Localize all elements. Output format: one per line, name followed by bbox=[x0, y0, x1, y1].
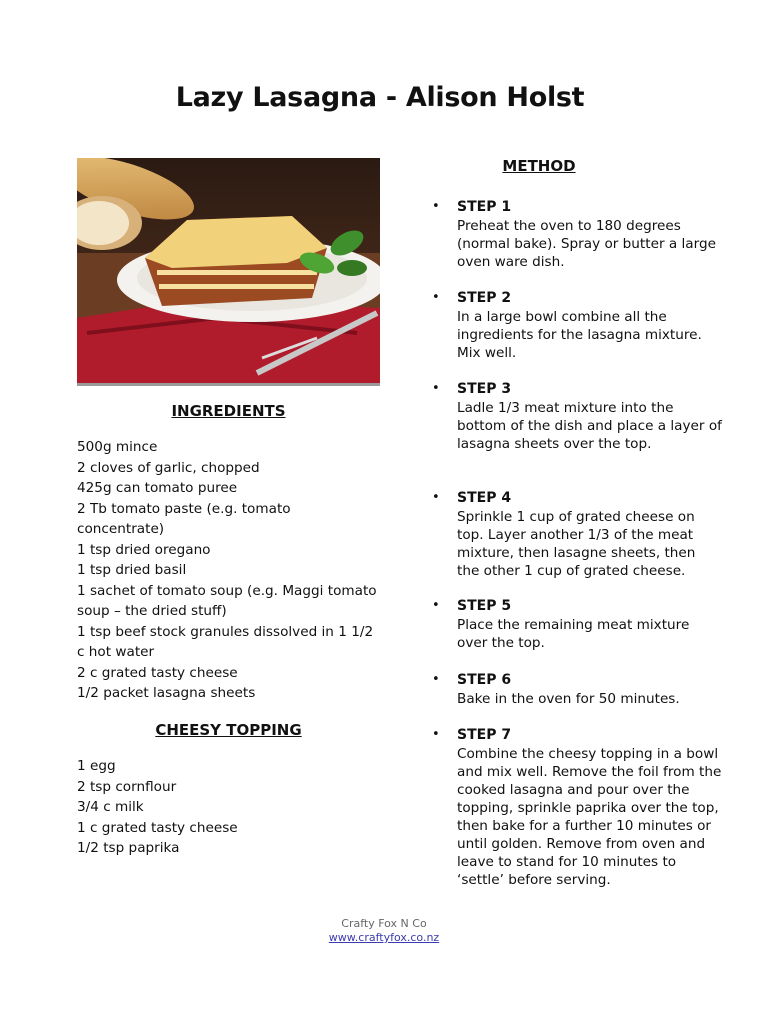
topping-heading: CHEESY TOPPING bbox=[155, 721, 302, 739]
step-text: Preheat the oven to 180 degrees (normal bake). Spray or butter a large oven ware dish. bbox=[457, 218, 716, 270]
step-text: In a large bowl combine all the ingredients for the lasagna mixture. Mix well. bbox=[457, 309, 702, 361]
ingredients-heading: INGREDIENTS bbox=[171, 402, 286, 420]
method-step-2 bbox=[432, 289, 722, 362]
step-title: STEP 7 bbox=[457, 727, 512, 743]
step-title: STEP 6 bbox=[457, 672, 512, 688]
bullet-icon: • bbox=[432, 672, 440, 687]
list-item: 1 egg bbox=[77, 758, 116, 774]
list-item: 2 cloves of garlic, chopped bbox=[77, 459, 260, 476]
step-title: STEP 2 bbox=[457, 290, 512, 306]
step-title: STEP 3 bbox=[457, 381, 512, 397]
bullet-icon: • bbox=[432, 727, 440, 742]
step-title: STEP 5 bbox=[457, 598, 512, 614]
step-text: Ladle 1/3 meat mixture into the bottom of the dish and place a layer of lasagna sheets over the top. bbox=[457, 400, 722, 452]
list-item: 1 c grated tasty cheese bbox=[77, 819, 238, 836]
step-title: STEP 4 bbox=[457, 490, 512, 506]
page-title: Lazy Lasagna - Alison Holst bbox=[175, 82, 585, 113]
method-step-6 bbox=[432, 671, 722, 708]
step-text: Place the remaining meat mixture over the top. bbox=[457, 617, 690, 651]
list-item: 2 c grated tasty cheese bbox=[77, 664, 238, 681]
step-text: Combine the cheesy topping in a bowl and mix well. Remove the foil from the cooked lasagna and pour over the topping, sprinkle paprika over the top, then bake for a further 10 minutes or until golden. Remove from oven and leave to stand for 10 minutes to ‘settle’ before serving. bbox=[457, 746, 722, 888]
list-item: 2 Tb tomato paste (e.g. tomato concentrate) bbox=[77, 500, 291, 537]
method-step-7 bbox=[432, 726, 722, 889]
list-item: 500g mince bbox=[77, 439, 158, 455]
list-item: 1 tsp beef stock granules dissolved in 1 1/2 c hot water bbox=[77, 623, 374, 660]
list-item: 3/4 c milk bbox=[77, 799, 144, 815]
method-step-4 bbox=[432, 489, 722, 580]
topping-list bbox=[77, 756, 377, 859]
list-item: 1 sachet of tomato soup (e.g. Maggi tomato soup – the dried stuff) bbox=[77, 582, 377, 619]
bullet-icon: • bbox=[432, 381, 440, 396]
list-item: 2 tsp cornflour bbox=[77, 778, 177, 795]
bullet-icon: • bbox=[432, 598, 440, 613]
bullet-icon: • bbox=[432, 290, 440, 305]
method-step-3 bbox=[432, 380, 722, 453]
ingredients-list bbox=[77, 437, 377, 704]
bullet-icon: • bbox=[432, 490, 440, 505]
step-title: STEP 1 bbox=[457, 199, 512, 215]
step-text: Bake in the oven for 50 minutes. bbox=[457, 691, 680, 707]
list-item: 1/2 tsp paprika bbox=[77, 840, 180, 856]
method-step-5 bbox=[432, 597, 722, 652]
list-item: 1 tsp dried oregano bbox=[77, 541, 211, 558]
bullet-icon: • bbox=[432, 199, 440, 214]
lasagna-photo bbox=[77, 158, 380, 386]
list-item: 425g can tomato puree bbox=[77, 480, 238, 496]
method-step-1 bbox=[432, 198, 722, 271]
list-item: 1 tsp dried basil bbox=[77, 562, 187, 578]
footer-company: Crafty Fox N Co bbox=[341, 917, 427, 930]
list-item: 1/2 packet lasagna sheets bbox=[77, 685, 256, 701]
method-heading: METHOD bbox=[502, 157, 576, 175]
step-text: Sprinkle 1 cup of grated cheese on top. Layer another 1/3 of the meat mixture, then lasagne sheets, then the other 1 cup of grated cheese. bbox=[457, 509, 696, 579]
footer-link[interactable]: www.craftyfox.co.nz bbox=[328, 931, 440, 944]
